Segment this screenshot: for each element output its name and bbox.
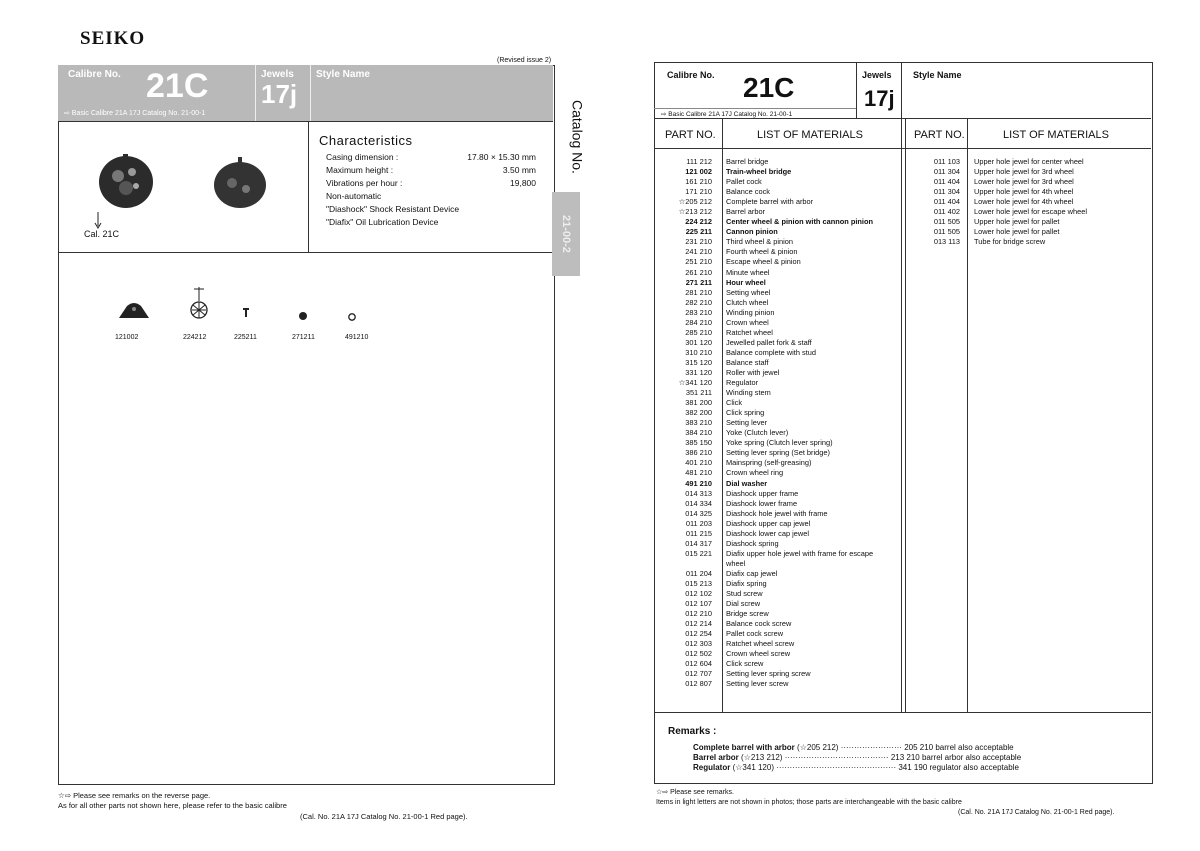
char-row: "Diashock" Shock Resistant Device	[326, 204, 460, 214]
part-number: 011 505	[933, 227, 960, 237]
part-number: 301 120	[685, 337, 712, 347]
brand-logo: SEIKO	[80, 28, 146, 49]
material-row	[668, 639, 894, 649]
part-name: Upper hole jewel for center wheel	[974, 157, 1084, 166]
jewels-caption: Jewels	[862, 70, 892, 80]
hour-wheel-part-icon	[298, 311, 308, 321]
char-row: Non-automatic	[326, 191, 382, 201]
part-name: Pallet cock screw	[726, 629, 784, 639]
material-row	[668, 408, 894, 418]
style-caption: Style Name	[316, 69, 370, 80]
material-row	[668, 318, 894, 328]
material-row	[668, 649, 894, 659]
part-name: Stud screw	[726, 589, 763, 599]
material-row	[668, 187, 894, 197]
calibre-number: 21C	[743, 72, 795, 103]
material-row	[916, 197, 1142, 207]
right-footer-note-3: (Cal. No. 21A 17J Catalog No. 21-00-1 Red page).	[958, 809, 1115, 816]
part-name: Setting lever	[726, 418, 768, 428]
part-name: Setting lever spring screw	[726, 669, 811, 679]
basic-calibre-line: ⇨ Basic Calibre 21A 17J Catalog No. 21-00-1	[64, 110, 206, 117]
part-name: Yoke (Clutch lever)	[726, 428, 789, 438]
part-name: Complete barrel with arbor	[726, 197, 814, 207]
col-part-no: PART NO.	[665, 129, 716, 141]
style-caption: Style Name	[913, 70, 962, 80]
part-number: 231 210	[685, 237, 712, 247]
material-row	[916, 237, 1142, 247]
part-number: 011 215	[685, 528, 712, 538]
col-list-of-materials: LIST OF MATERIALS	[757, 129, 863, 141]
part-name: Upper hole jewel for pallet	[974, 217, 1060, 227]
part-name: Balance cock screw	[726, 619, 792, 629]
part-name: Winding pinion	[726, 307, 775, 317]
material-row	[668, 599, 894, 609]
jewels-caption: Jewels	[261, 69, 294, 80]
material-row	[668, 398, 894, 408]
part-name: Balance complete with stud	[726, 347, 816, 357]
part-name: Crown wheel screw	[726, 649, 791, 659]
part-name: Ratchet wheel screw	[726, 639, 795, 649]
part-name: Regulator	[726, 378, 759, 388]
material-row	[668, 288, 894, 298]
material-row	[916, 227, 1142, 237]
left-section-divider	[58, 252, 553, 253]
part-name: Center wheel & pinion with cannon pinion	[726, 217, 873, 227]
material-row	[668, 418, 894, 428]
material-row	[668, 448, 894, 458]
part-number: 381 200	[685, 398, 712, 408]
part-number: 481 210	[685, 468, 712, 478]
material-row	[668, 609, 894, 619]
material-row	[668, 378, 894, 388]
part-number-label: 121002	[115, 334, 139, 341]
material-row	[668, 629, 894, 639]
part-number: 401 210	[685, 458, 712, 468]
material-row	[668, 519, 894, 529]
jewels-count: 17j	[261, 79, 298, 109]
material-row	[668, 368, 894, 378]
part-number: 281 210	[685, 287, 712, 297]
calibre-caption: Calibre No.	[667, 70, 715, 80]
material-row	[916, 207, 1142, 217]
cannon-pinion-part-icon	[243, 308, 249, 318]
part-name: Tube for bridge screw	[974, 237, 1046, 247]
part-number: 011 404	[933, 177, 960, 187]
material-row	[668, 499, 894, 509]
part-name: Bridge screw	[726, 609, 769, 619]
part-name: Diashock spring	[726, 538, 779, 548]
part-number: 012 604	[685, 659, 712, 669]
part-number: 012 807	[685, 679, 712, 689]
part-name: Yoke spring (Clutch lever spring)	[726, 438, 833, 448]
part-name: Crown wheel	[726, 317, 769, 327]
part-name: Diafix upper hole jewel with frame for escape wheel	[726, 548, 874, 568]
material-row	[668, 539, 894, 549]
material-row	[668, 227, 894, 237]
part-name: Cannon pinion	[726, 227, 778, 237]
material-row	[668, 348, 894, 358]
part-name: Escape wheel & pinion	[726, 257, 801, 267]
part-number: 011 304	[933, 187, 960, 197]
material-row	[668, 569, 894, 579]
part-number: 384 210	[685, 428, 712, 438]
part-number: 015 221	[685, 548, 712, 558]
part-name: Hour wheel	[726, 277, 766, 287]
part-name: Setting lever screw	[726, 679, 789, 689]
material-row	[668, 669, 894, 679]
movement-back-photo	[212, 157, 268, 209]
part-number: 111 212	[686, 157, 712, 166]
material-row	[916, 157, 1142, 167]
part-number: 012 502	[685, 649, 712, 659]
material-row	[668, 388, 894, 398]
part-number: 012 707	[685, 669, 712, 679]
left-footer-note-3: (Cal. No. 21A 17J Catalog No. 21-00-1 Red page).	[300, 812, 468, 821]
part-number: 011 204	[685, 568, 712, 578]
arrow-down-icon	[92, 212, 104, 230]
part-number: 383 210	[685, 418, 712, 428]
material-row	[668, 247, 894, 257]
part-name: Balance cock	[726, 187, 770, 197]
remarks-title: Remarks :	[668, 726, 717, 737]
part-number: ☆341 120	[678, 378, 712, 388]
material-row	[668, 268, 894, 278]
part-name: Fourth wheel & pinion	[726, 247, 798, 257]
part-name: Winding stem	[726, 388, 771, 398]
part-name: Barrel arbor	[726, 207, 766, 217]
material-row	[668, 479, 894, 489]
part-number: 491 210	[685, 478, 712, 488]
char-row: "Diafix" Oil Lubrication Device	[326, 217, 439, 227]
materials-list-right	[916, 157, 1142, 247]
part-number: 011 203	[685, 518, 712, 528]
char-row: Vibrations per hour : 19,800	[326, 178, 536, 188]
part-number-label: 491210	[345, 334, 369, 341]
part-name: Setting lever spring (Set bridge)	[726, 448, 830, 458]
part-number: 282 210	[685, 297, 712, 307]
part-number: 012 102	[685, 589, 712, 599]
remark-row: Complete barrel with arbor (☆205 212) ······················· 205 210 barrel also acceptable	[693, 743, 1014, 752]
material-row	[668, 298, 894, 308]
part-name: Clutch wheel	[726, 297, 769, 307]
material-row	[668, 278, 894, 288]
part-number: 331 120	[685, 367, 712, 377]
part-number: 012 214	[685, 619, 712, 629]
part-number: 014 317	[685, 538, 712, 548]
material-row	[668, 489, 894, 499]
center-wheel-part-icon	[188, 285, 210, 321]
part-name: Click screw	[726, 659, 764, 669]
material-row	[668, 659, 894, 669]
material-row	[668, 308, 894, 318]
part-number: ☆213 212	[678, 207, 712, 217]
photo-label: Cal. 21C	[84, 229, 120, 239]
jewels-count: 17j	[864, 86, 895, 111]
material-row	[668, 619, 894, 629]
part-number: 386 210	[685, 448, 712, 458]
material-row	[916, 167, 1142, 177]
part-name: Jewelled pallet fork & staff	[726, 337, 812, 347]
left-photo-divider	[308, 121, 309, 252]
remark-row: Barrel arbor (☆213 212) ······································· 213 210 barrel arbor also acceptable	[693, 753, 1022, 762]
material-row	[668, 428, 894, 438]
part-name: Setting wheel	[726, 287, 771, 297]
part-number: 385 150	[685, 438, 712, 448]
part-number: 171 210	[685, 187, 712, 197]
part-number: 285 210	[685, 327, 712, 337]
part-number: 013 113	[933, 237, 960, 247]
part-number: 315 120	[685, 357, 712, 367]
part-number-label: 224212	[183, 334, 207, 341]
material-row	[668, 679, 894, 689]
material-row	[668, 509, 894, 519]
part-name: Diafix spring	[726, 578, 767, 588]
part-number: 224 212	[685, 217, 712, 227]
part-number-label: 271211	[292, 334, 315, 341]
material-row	[668, 177, 894, 187]
char-row: Maximum height : 3.50 mm	[326, 165, 536, 175]
material-row	[668, 579, 894, 589]
right-footer-note-1: ☆⇨ Please see remarks.	[656, 789, 734, 796]
part-name: Diashock hole jewel with frame	[726, 508, 828, 518]
part-name: Dial washer	[726, 478, 768, 488]
part-name: Minute wheel	[726, 267, 770, 277]
part-name: Roller with jewel	[726, 367, 780, 377]
material-row	[916, 217, 1142, 227]
right-footer-note-2: Items in light letters are not shown in photos; those parts are interchangeable with the basic calibre	[656, 799, 962, 806]
material-row	[668, 328, 894, 338]
col-list-of-materials: LIST OF MATERIALS	[1003, 129, 1109, 141]
part-name: Lower hole jewel for 4th wheel	[974, 197, 1074, 207]
part-name: Train-wheel bridge	[726, 167, 792, 177]
part-number: 011 103	[933, 157, 960, 166]
part-number: 014 334	[685, 498, 712, 508]
part-number: 014 313	[685, 488, 712, 498]
part-name: Ratchet wheel	[726, 327, 773, 337]
materials-list-left	[668, 157, 894, 689]
part-number: 012 107	[685, 599, 712, 609]
material-row	[668, 549, 894, 569]
col-part-no: PART NO.	[914, 129, 965, 141]
part-number: 310 210	[685, 347, 712, 357]
calibre-number: 21C	[146, 67, 209, 105]
characteristics-title: Characteristics	[319, 133, 413, 148]
dial-washer-part-icon	[347, 312, 357, 322]
catalog-label: Catalog No.	[569, 100, 586, 174]
material-row	[668, 529, 894, 539]
part-name: Third wheel & pinion	[726, 237, 793, 247]
part-number: 241 210	[685, 247, 712, 257]
part-number: ☆205 212	[678, 197, 712, 207]
part-number: 011 304	[933, 167, 960, 177]
part-name: Barrel bridge	[726, 157, 769, 166]
remark-row: Regulator (☆341 120) ············································· 341 190 regulator also acceptable	[693, 763, 1019, 772]
part-name: Crown wheel ring	[726, 468, 784, 478]
part-number: 012 254	[685, 629, 712, 639]
material-row	[668, 157, 894, 167]
part-number: 261 210	[685, 267, 712, 277]
part-name: Balance staff	[726, 357, 769, 367]
material-row	[668, 207, 894, 217]
revised-note: (Revised issue 2)	[497, 57, 552, 64]
part-name: Diafix cap jewel	[726, 568, 778, 578]
material-row	[668, 197, 894, 207]
material-row	[668, 589, 894, 599]
material-row	[668, 438, 894, 448]
left-footer-note-2: As for all other parts not shown here, please refer to the basic calibre	[58, 801, 287, 810]
part-name: Diashock lower cap jewel	[726, 528, 809, 538]
material-row	[668, 458, 894, 468]
material-row	[668, 217, 894, 227]
part-number: 014 325	[685, 508, 712, 518]
material-row	[668, 257, 894, 267]
material-row	[668, 338, 894, 348]
part-number: 251 210	[685, 257, 712, 267]
part-number: 011 505	[933, 217, 960, 227]
part-number: 284 210	[685, 317, 712, 327]
material-row	[668, 468, 894, 478]
part-number: 351 211	[685, 388, 712, 398]
part-number: 015 213	[685, 578, 712, 588]
calibre-caption: Calibre No.	[68, 69, 121, 80]
material-row	[668, 358, 894, 368]
part-name: Lower hole jewel for 3rd wheel	[974, 177, 1074, 187]
train-wheel-bridge-part-icon	[117, 300, 151, 322]
part-name: Upper hole jewel for 4th wheel	[974, 187, 1074, 197]
basic-calibre-line: ⇨ Basic Calibre 21A 17J Catalog No. 21-00-1	[661, 111, 793, 118]
part-number: 225 211	[685, 227, 712, 237]
part-name: Diashock upper frame	[726, 488, 799, 498]
catalog-number-badge: 21-00-2	[552, 192, 580, 276]
part-name: Pallet cock	[726, 177, 762, 187]
part-number: 011 402	[933, 207, 960, 217]
movement-front-photo	[96, 152, 156, 212]
material-row	[916, 187, 1142, 197]
part-number: 382 200	[685, 408, 712, 418]
part-number: 012 210	[685, 609, 712, 619]
part-name: Lower hole jewel for pallet	[974, 227, 1060, 237]
char-row: Casing dimension : 17.80 × 15.30 mm	[326, 152, 536, 162]
material-row	[668, 237, 894, 247]
part-number: 011 404	[933, 197, 960, 207]
part-name: Click spring	[726, 408, 765, 418]
part-name: Dial screw	[726, 599, 761, 609]
part-number-label: 225211	[234, 334, 257, 341]
material-row	[916, 177, 1142, 187]
part-name: Mainspring (self-greasing)	[726, 458, 812, 468]
part-name: Diashock lower frame	[726, 498, 798, 508]
part-name: Click	[726, 398, 743, 408]
part-name: Lower hole jewel for escape wheel	[974, 207, 1087, 217]
part-name: Diashock upper cap jewel	[726, 518, 811, 528]
part-number: 012 303	[685, 639, 712, 649]
part-number: 271 211	[685, 277, 712, 287]
material-row	[668, 167, 894, 177]
part-number: 121 002	[685, 167, 712, 177]
part-number: 161 210	[685, 177, 712, 187]
left-header	[58, 65, 553, 122]
left-footer-note-1: ☆⇨ Please see remarks on the reverse page.	[58, 791, 211, 800]
part-number: 283 210	[685, 307, 712, 317]
part-name: Upper hole jewel for 3rd wheel	[974, 167, 1074, 177]
